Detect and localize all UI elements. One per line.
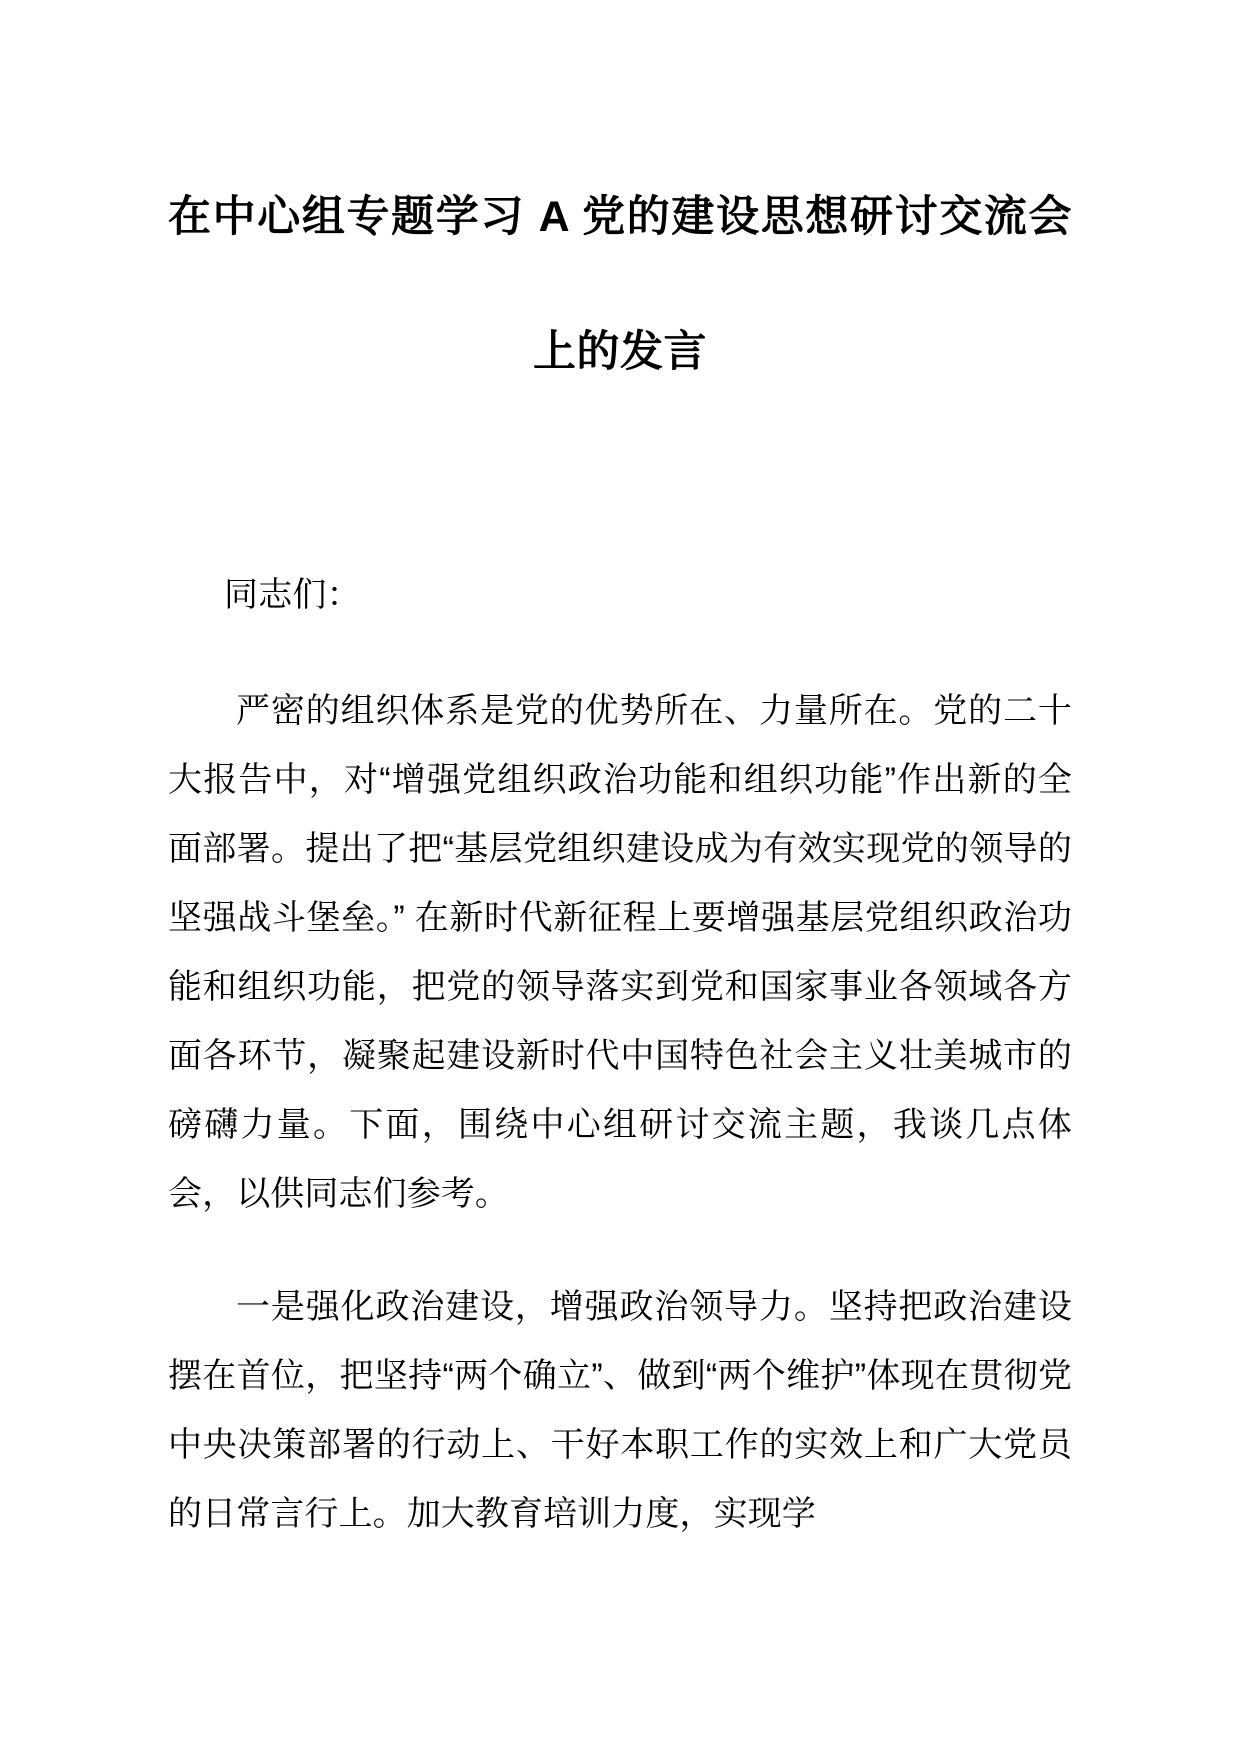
page-title: 在中心组专题学习 A 党的建设思想研讨交流会上的发言 (168, 193, 1072, 376)
body-paragraph: 一是强化政治建设，增强政治领导力。坚持把政治建设摆在首位，把坚持“两个确立”、做到“两个维护”体现在贯彻党中央决策部署的行动上、干好本职工作的实效上和广大党员的日常言行上。加大教育培训力度，实现学 (168, 1288, 1072, 1533)
document-content-column (168, 0, 1072, 1754)
salutation: 同志们： (224, 576, 361, 614)
body-paragraph: 严密的组织体系是党的优势所在、力量所在。党的二十大报告中，对“增强党组织政治功能和组织功能”作出新的全面部署。提出了把“基层党组织建设成为有效实现党的领导的坚强战斗堡垒。” 在新时代新征程上要增强基层党组织政治功能和组织功能，把党的领导落实到党和国家事业各领域各方面各环节，凝聚起建设新时代中国特色社会主义壮美城市的磅礴力量。下面，围绕中心组研讨交流主题，我谈几点体会，以供同志们参考。 (168, 692, 1072, 1213)
